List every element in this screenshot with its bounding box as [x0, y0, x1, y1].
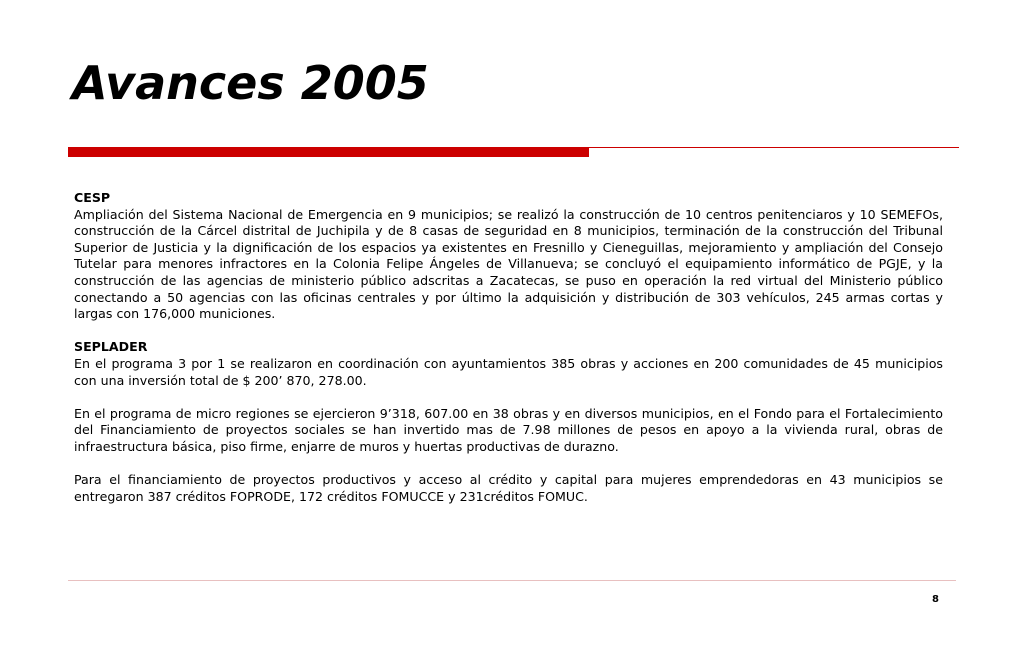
title-accent-bar: [68, 147, 589, 157]
paragraph-spacer: [74, 456, 943, 473]
section-heading-cesp: CESP: [74, 190, 111, 205]
paragraph-spacer: [74, 389, 943, 406]
cesp-paragraph: Ampliación del Sistema Nacional de Emergencia en 9 municipios; se realizó la construcción de 10 centros penitenciaros y 10 SEMEFOs, construcción de la Cárcel distrital de Juchipila y de 8 casas de seguridad en 8 municipios, terminación de la construcción del Tribunal Superior de Justicia y la dignificación de los espacios ya existentes en Fresnillo y Cieneguillas, mejoramiento y ampliación del Consejo Tutelar para menores infractores en la Colonia Felipe Ángeles de Villanueva; se concluyó el equipamiento informático de PGJE, y la construcción de las agencias de ministerio público adscritas a Zacatecas, se puso en operación la red virtual del Ministerio público conectando a 50 agencias con las oficinas centrales y por último la adquisición y distribución de 303 vehículos, 245 armas cortas y largas con 176,000 municiones.: [74, 206, 943, 322]
paragraph-spacer: [74, 323, 943, 340]
page-number: 8: [932, 594, 939, 605]
seplader-paragraph-3: Para el financiamiento de proyectos productivos y acceso al crédito y capital para mujeres emprendedoras en 43 municipios se entregaron 387 créditos FOPRODE, 172 créditos FOMUCCE y 231créditos FOMUC.: [74, 472, 943, 504]
footer-divider-line: [68, 580, 956, 581]
slide-body: [74, 190, 943, 505]
slide-title: Avances 2005: [72, 56, 429, 110]
seplader-paragraph-2: En el programa de micro regiones se ejercieron 9’318, 607.00 en 38 obras y en diversos municipios, en el Fondo para el Fortalecimiento del Financiamiento de proyectos sociales se han invertido mas de 7.98 millones de pesos en apoyo a la vivienda rural, obras de infraestructura básica, piso firme, enjarre de muros y huertas productivas de durazno.: [74, 405, 943, 454]
section-heading-seplader: SEPLADER: [74, 339, 148, 355]
seplader-paragraph-1: En el programa 3 por 1 se realizaron en coordinación con ayuntamientos 385 obras y acciones en 200 comunidades de 45 municipios con una inversión total de $ 200’ 870, 278.00.: [74, 355, 943, 388]
